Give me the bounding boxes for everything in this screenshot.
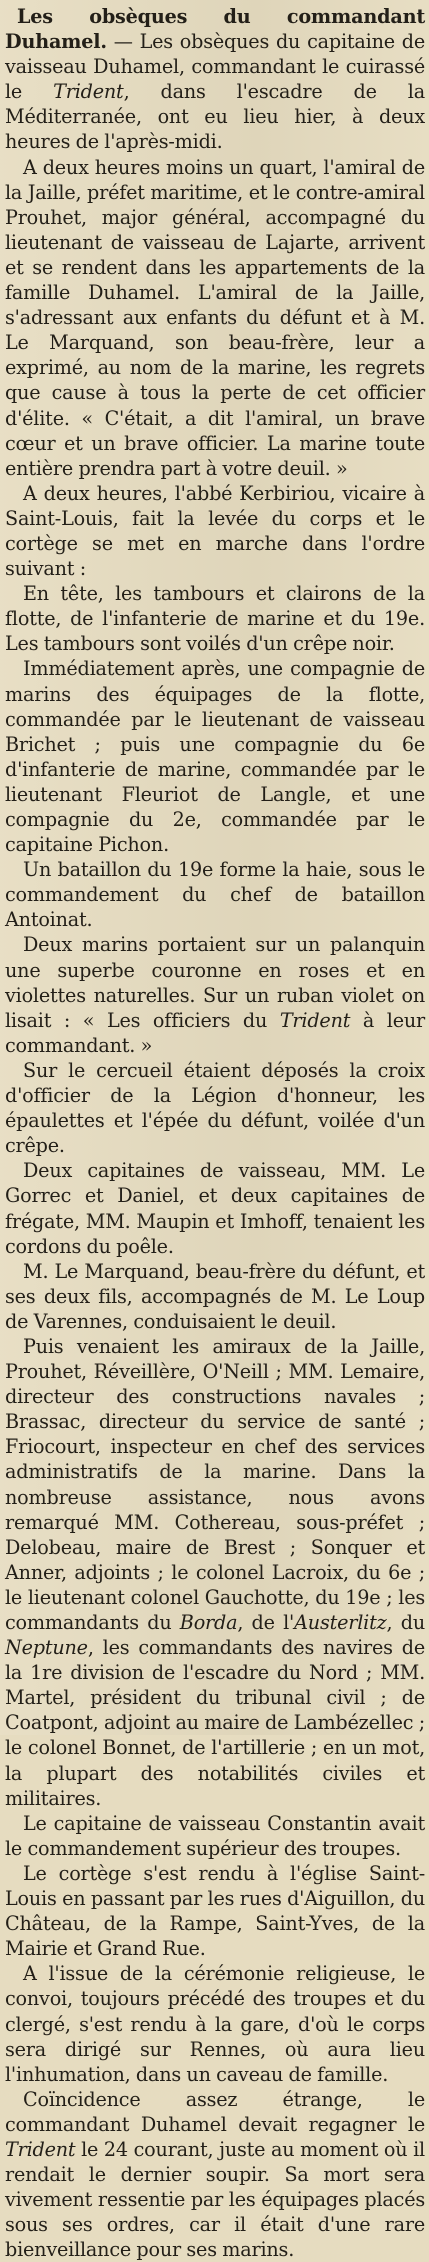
paragraph-text: le 24 courant, juste au moment où il rendait le dernier soupir. Sa mort sera vivement ressentie par les équipages placés sous ses ordres, car il était d'une rare bienveillance pour ses marins. — [5, 2137, 425, 2262]
paragraph-text: à leur commandant. » — [5, 1008, 426, 1057]
article-paragraph — [5, 1861, 425, 1961]
paragraph-text: Deux marins portaient sur un palanquin une superbe couronne en roses et en violettes naturelles. Sur un ruban violet on lisait : « Les officiers du — [5, 933, 425, 1032]
paragraph-text: , les commandants des navires de la 1re division de l'escadre du Nord ; MM. Martel, président du tribunal civil ; de Coatpont, adjoint au maire de Lambézellec ; le colonel Bonnet, de l'artillerie ; en un mot, la plupart des notabilités civiles et militaires. — [5, 1636, 425, 1810]
article-paragraph — [5, 1259, 425, 1334]
article-paragraph — [5, 2087, 425, 2262]
article-lead-paragraph — [5, 4, 425, 155]
paragraph-text: Deux capitaines de vaisseau, MM. Le Gorrec et Daniel, et deux capitaines de frégate, MM. Maupin et Imhoff, tenaient les cordons du poêle. — [5, 1159, 425, 1258]
article-paragraph — [5, 1811, 425, 1861]
paragraph-text: A deux heures, l'abbé Kerbiriou, vicaire à Saint-Louis, fait la levée du corps et le cortège se met en marche dans l'ordre suivant : — [5, 481, 425, 581]
paragraph-text: , du — [386, 1611, 425, 1634]
article-paragraph — [5, 155, 425, 481]
paragraph-text: Le capitaine de vaisseau Constantin avait le commandement supérieur des troupes. — [5, 1811, 425, 1860]
paragraph-text: M. Le Marquand, beau-frère du défunt, et ses deux fils, accompagnés de M. Le Loup de Varennes, conduisaient le deuil. — [5, 1259, 425, 1333]
article-paragraph — [5, 857, 425, 932]
article-paragraph — [5, 1058, 425, 1158]
ship-name: Neptune — [5, 1636, 88, 1660]
article-headline: Les obsèques du commandant Duhamel. — [5, 5, 425, 54]
ship-name: Trident — [5, 2137, 76, 2161]
article-paragraph — [5, 481, 425, 581]
paragraph-text: , dans l'escadre de la Méditerranée, ont eu lieu hier, à deux heures de l'après-midi. — [5, 80, 425, 154]
ship-name: Borda — [179, 1611, 238, 1634]
paragraph-text: Un bataillon du 19e forme la haie, sous le commandement du chef de bataillon Antoinat. — [5, 858, 425, 932]
paragraph-text: Immédiatement après, une compagnie de marins des équipages de la flotte, commandée par le lieutenant de vaisseau Brichet ; puis une compagnie du 6e d'infanterie de marine, commandée par le lieutenant Fleuriot de Langle, et une compagnie du 2e, commandée par le capitaine Pichon. — [5, 657, 425, 857]
ship-name: Trident — [279, 1008, 351, 1032]
paragraph-text: Coïncidence assez étrange, le commandant Duhamel devait regagner le — [5, 2087, 425, 2136]
paragraph-text: Puis venaient les amiraux de la Jaille, Prouhet, Réveillère, O'Neill ; MM. Lemaire, directeur des constructions navales ; Brassac, directeur du service de santé ; Friocourt, inspecteur en chef des services administratifs de la marine. Dans la nombreuse assistance, nous avons remarqué MM. Cothereau, sous-préfet ; Delobeau, maire de Brest ; Sonquer et Anner, adjoints ; le colonel Lacroix, du 6e ; le lieutenant colonel Gauchotte, du 19e ; les commandants du — [5, 1334, 425, 1634]
article-paragraph — [5, 1158, 425, 1258]
paragraph-text: — Les obsèques du capitaine de vaisseau Duhamel, commandant le cuirassé le — [5, 30, 425, 104]
article-column — [5, 4, 425, 2262]
article-paragraph — [5, 656, 425, 857]
article-paragraph — [5, 1961, 425, 2086]
ship-name: Trident — [53, 80, 124, 104]
article-paragraph — [5, 581, 425, 656]
paragraph-text: A l'issue de la cérémonie religieuse, le convoi, toujours précédé des troupes et du clergé, s'est rendu à la gare, d'où le corps sera dirigé sur Rennes, où aura lieu l'inhumation, dans un caveau de famille. — [5, 1962, 425, 2086]
paragraph-text: Sur le cercueil étaient déposés la croix d'officier de la Légion d'honneur, les épaulettes et l'épée du défunt, voilée d'un crêpe. — [5, 1058, 425, 1158]
article-paragraph — [5, 1334, 425, 1811]
ship-name: Austerlitz — [294, 1611, 387, 1634]
paragraph-text: En tête, les tambours et clairons de la flotte, de l'infanterie de marine et du 19e. Les tambours sont voilés d'un crêpe noir. — [5, 582, 425, 656]
paragraph-text: , de l' — [237, 1611, 295, 1634]
paragraph-text: A deux heures moins un quart, l'amiral de la Jaille, préfet maritime, et le contre-amiral Prouhet, major général, accompagné du lieutenant de vaisseau de Lajarte, arrivent et se rendent dans les appartements de la famille Duhamel. L'amiral de la Jaille, s'adressant aux enfants du défunt et à M. Le Marquand, son beau-frère, leur a exprimé, au nom de la marine, les regrets que cause à tous la perte de cet officier d'élite. « C'était, a dit l'amiral, un brave cœur et un brave officier. La marine toute entière prendra part à votre deuil. » — [5, 155, 425, 480]
article-paragraph — [5, 932, 425, 1057]
paragraph-text: Le cortège s'est rendu à l'église Saint-Louis en passant par les rues d'Aiguillon, du Château, de la Rampe, Saint-Yves, de la Mairie et Grand Rue. — [5, 1861, 425, 1961]
